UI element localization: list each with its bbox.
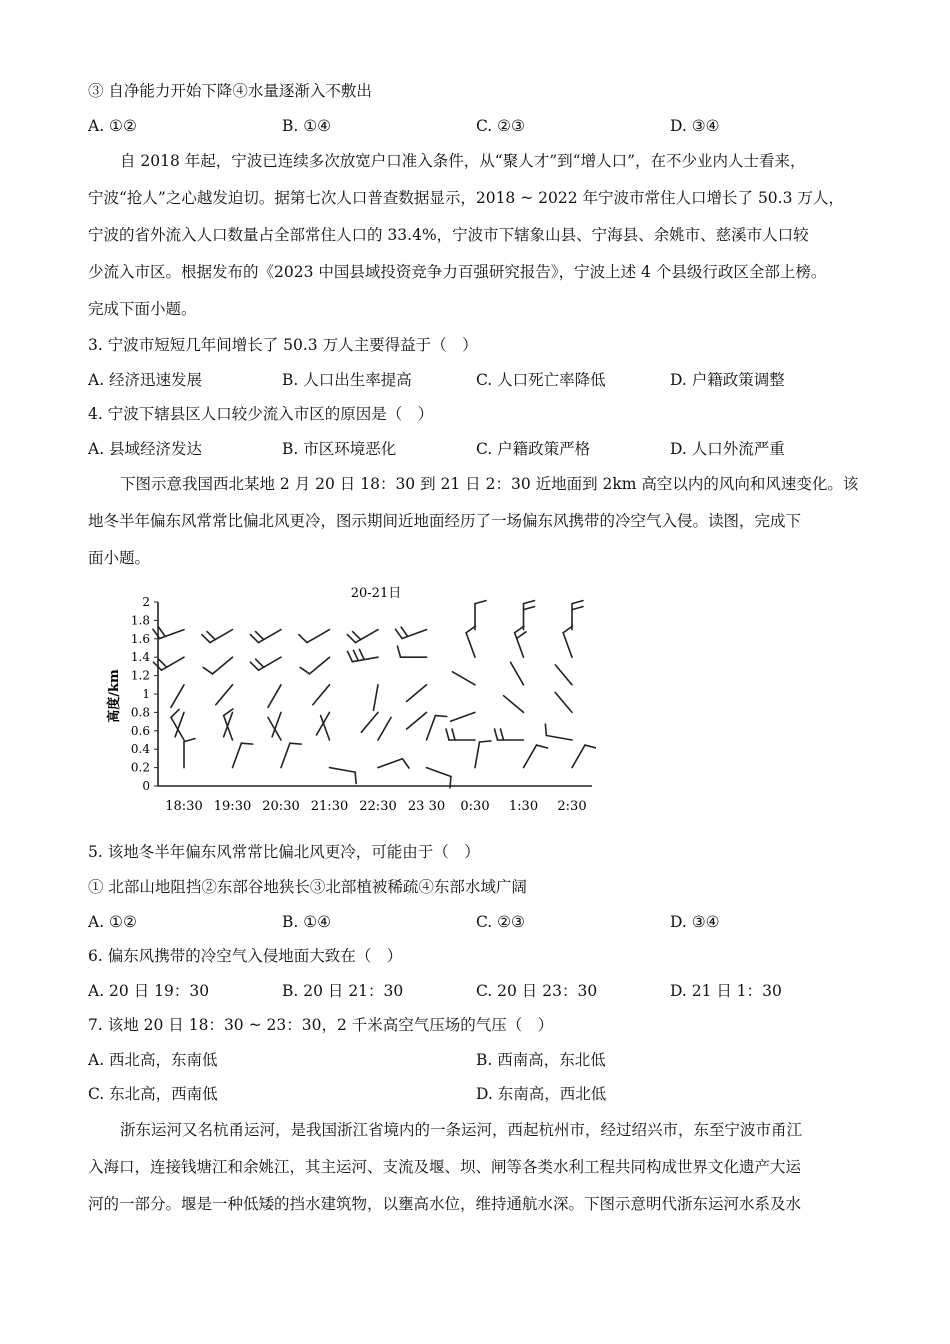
- wind-barb: [224, 712, 233, 736]
- wind-barb-feather: [446, 729, 449, 740]
- wind-barb: [233, 743, 253, 767]
- wind-barb-feather: [402, 759, 409, 768]
- passage-1-line-2: 宁波“抢人”之心越发迫切。据第七次人口普查数据显示，2018 ~ 2022 年宁波市常住人口增长了 50.3 万人，: [88, 189, 844, 207]
- wind-barb-shaft: [330, 768, 356, 773]
- x-tick-label: 20:30: [262, 799, 300, 814]
- wind-barb: [475, 741, 491, 768]
- wind-barb-shaft: [451, 712, 475, 721]
- y-tick-label: 0.2: [130, 760, 150, 775]
- passage-1-line-5: 完成下面小题。: [88, 300, 197, 318]
- wind-barb-feather: [515, 626, 524, 633]
- wind-barb-shaft: [268, 685, 281, 708]
- wind-barb: [555, 665, 572, 685]
- wind-barb-feather: [355, 772, 356, 783]
- wind-barb-shaft: [504, 696, 524, 713]
- wind-barb-shaft: [224, 716, 233, 740]
- wind-barb-shaft: [213, 657, 233, 674]
- wind-barb-feather: [203, 667, 212, 673]
- y-tick-label: 1.4: [130, 650, 150, 665]
- wind-barb-shaft: [524, 745, 537, 768]
- chart-ylabel: 高度/km: [107, 669, 122, 723]
- q5-option-d: D. ③④: [670, 913, 720, 931]
- wind-barb-shaft: [307, 630, 330, 643]
- wind-barb-shaft: [210, 630, 233, 643]
- wind-barb-feather: [401, 627, 408, 636]
- wind-barb-feather: [398, 646, 401, 657]
- wind-barb: [452, 672, 475, 685]
- wind-barb-feather: [250, 635, 258, 643]
- question-7: 7. 该地 20 日 18：30 ~ 23：30，2 千米高空气压场的气压（ ）: [88, 1016, 554, 1034]
- prev-option-b: B. ①④: [282, 117, 332, 135]
- wind-barb-shaft: [224, 712, 233, 736]
- wind-barb-feather: [256, 659, 264, 667]
- wind-barb-feather: [452, 729, 455, 740]
- wind-barb-shaft: [258, 630, 281, 643]
- wind-barb: [572, 745, 596, 768]
- chart-x-ticks: [165, 799, 586, 814]
- wind-barb-shaft: [281, 743, 290, 767]
- passage-2-line-3: 面小题。: [88, 549, 151, 567]
- q5-option-c: C. ②③: [476, 913, 525, 931]
- y-tick-label: 1: [142, 687, 150, 701]
- x-tick-label: 23 30: [407, 799, 446, 814]
- wind-barb-chart: [96, 578, 596, 818]
- prev-option-a: A. ①②: [88, 117, 137, 135]
- prev-question-options-label: ③ 自净能力开始下降④水量逐渐入不敷出: [88, 82, 372, 100]
- wind-barb-shaft: [546, 735, 572, 740]
- wind-barb: [361, 712, 378, 732]
- wind-barb: [378, 759, 409, 768]
- q6-option-c: C. 20 日 23：30: [476, 982, 598, 1000]
- q6-option-a: A. 20 日 19：30: [88, 982, 210, 1000]
- x-tick-label: 18:30: [165, 799, 203, 814]
- wind-barb: [495, 729, 524, 740]
- wind-barb-feather: [545, 724, 546, 735]
- wind-barb-shaft: [258, 657, 281, 670]
- wind-barb-feather: [563, 626, 572, 633]
- wind-barb-feather: [171, 709, 179, 717]
- wind-barb: [427, 768, 451, 788]
- x-tick-label: 1:30: [508, 799, 539, 814]
- wind-barb-shaft: [407, 685, 427, 702]
- wind-barb: [427, 716, 447, 740]
- wind-barb-shaft: [233, 743, 242, 767]
- q6-option-b: B. 20 日 21：30: [282, 982, 404, 1000]
- wind-barb-shaft: [378, 759, 402, 768]
- x-tick-label: 22:30: [359, 799, 397, 814]
- wind-barb: [347, 630, 378, 643]
- wind-barb-feather: [395, 629, 402, 638]
- wind-barb-shaft: [216, 685, 233, 705]
- wind-barb-shaft: [475, 742, 480, 768]
- wind-barb-feather: [241, 743, 252, 744]
- wind-barb-feather: [585, 745, 596, 748]
- wind-barb-feather: [207, 632, 215, 640]
- wind-barb: [184, 739, 195, 768]
- wind-barb: [466, 626, 475, 657]
- wind-barb: [268, 685, 281, 708]
- wind-barb-feather: [480, 741, 491, 742]
- wind-barb-shaft: [466, 633, 475, 657]
- wind-barb-shaft: [171, 685, 184, 708]
- wind-barb-shaft: [317, 712, 330, 735]
- wind-barb-shaft: [511, 662, 524, 685]
- wind-barb: [299, 630, 330, 643]
- passage-1-line-3: 宁波的省外流入人口数量占全部常住人口的 33.4%，宁波市下辖象山县、宁海县、余姚市、慈溪市人口较: [88, 226, 809, 244]
- wind-barb: [348, 649, 378, 661]
- wind-barb-feather: [250, 662, 258, 670]
- wind-barb-feather: [256, 632, 264, 640]
- q4-option-a: A. 县域经济发达: [88, 440, 203, 458]
- q3-option-b: B. 人口出生率提高: [282, 371, 412, 389]
- wind-barb: [572, 601, 583, 630]
- passage-2-line-2: 地冬半年偏东风常常比偏北风更冷，图示期间近地面经历了一场偏东风携带的冷空气入侵。读图，完成下: [88, 512, 802, 530]
- q7-option-c: C. 东北高，西南低: [88, 1085, 218, 1103]
- wind-barb-feather: [537, 745, 548, 748]
- wind-barb: [373, 685, 378, 711]
- chart-axes: [158, 602, 592, 786]
- y-tick-label: 0: [142, 779, 150, 793]
- wind-barb: [511, 662, 524, 685]
- wind-barb-feather: [348, 651, 353, 661]
- question-4: 4. 宁波下辖县区人口较少流入市区的原因是（ ）: [88, 405, 434, 423]
- wind-barb: [171, 709, 184, 740]
- question-3: 3. 宁波市短短几年间增长了 50.3 万人主要得益于（ ）: [88, 336, 478, 354]
- wind-barb-feather: [202, 635, 210, 643]
- wind-barb: [330, 768, 357, 784]
- wind-barb: [515, 626, 526, 657]
- wind-barb-shaft: [310, 657, 330, 674]
- x-tick-label: 2:30: [557, 799, 587, 814]
- wind-barb-shaft: [313, 685, 330, 705]
- q3-option-c: C. 人口死亡率降低: [476, 371, 606, 389]
- wind-barb-feather: [501, 729, 504, 740]
- wind-barb-feather: [353, 650, 358, 660]
- x-tick-label: 0:30: [460, 799, 490, 814]
- wind-barb: [250, 630, 281, 643]
- y-tick-label: 1.8: [130, 613, 150, 628]
- wind-barb-feather: [572, 607, 583, 610]
- passage-3-line-2: 入海口，连接钱塘江和余姚江，其主运河、支流及堰、坝、闸等各类水利工程共同构成世界文化遗产大运: [88, 1158, 802, 1176]
- wind-barb: [300, 657, 329, 674]
- wind-barb: [250, 657, 281, 670]
- x-tick-label: 21:30: [310, 799, 349, 814]
- wind-barb-feather: [184, 739, 195, 742]
- wind-barb-feather: [159, 627, 166, 636]
- wind-barb: [395, 627, 426, 638]
- wind-barb: [563, 626, 572, 657]
- wind-barb-feather: [435, 716, 446, 717]
- wind-barb: [524, 601, 535, 630]
- y-tick-label: 0.8: [130, 705, 150, 720]
- wind-barb: [216, 685, 233, 705]
- wind-barb-feather: [517, 632, 526, 639]
- y-tick-label: 1.2: [130, 668, 150, 683]
- passage-1-line-1: 自 2018 年起，宁波已连续多次放宽户口准入条件，从“聚人才”到“增人口”，在不少业内人士看来，: [120, 152, 806, 170]
- y-tick-label: 1.6: [130, 631, 150, 646]
- wind-barb: [203, 657, 232, 674]
- wind-barb-shaft: [427, 716, 436, 740]
- wind-barb: [451, 712, 475, 721]
- wind-barb: [475, 601, 486, 630]
- wind-barb: [555, 692, 572, 712]
- wind-barb: [317, 712, 330, 735]
- wind-barb-feather: [347, 635, 355, 643]
- wind-barb: [407, 685, 427, 702]
- wind-barb-feather: [300, 667, 309, 673]
- wind-barb-feather: [495, 729, 498, 740]
- wind-barb: [281, 743, 301, 767]
- y-tick-label: 2: [142, 595, 150, 609]
- q5-statements: ① 北部山地阻挡②东部谷地狭长③北部植被稀疏④东部水域广阔: [88, 878, 527, 896]
- wind-barb: [313, 685, 330, 705]
- wind-barb-feather: [524, 601, 535, 604]
- wind-barb-shaft: [452, 672, 475, 685]
- prev-option-c: C. ②③: [476, 117, 525, 135]
- wind-barb-shaft: [373, 685, 378, 711]
- wind-barb-shaft: [563, 633, 572, 657]
- wind-barb-feather: [466, 626, 475, 633]
- prev-option-d: D. ③④: [670, 117, 720, 135]
- wind-barb-shaft: [161, 657, 184, 670]
- q7-option-d: D. 东南高，西北低: [476, 1085, 607, 1103]
- wind-barb: [202, 630, 233, 643]
- q7-option-a: A. 西北高，东南低: [88, 1051, 218, 1069]
- chart-y-ticks: [131, 595, 158, 793]
- passage-3-line-1: 浙东运河又名杭甬运河，是我国浙江省境内的一条运河，西起杭州市，经过绍兴市，东至宁波市甬江: [120, 1121, 803, 1139]
- wind-barb-shaft: [355, 630, 378, 643]
- wind-barb-feather: [524, 607, 535, 610]
- question-6: 6. 偏东风携带的冷空气入侵地面大致在（ ）: [88, 947, 403, 965]
- wind-barb-shaft: [378, 717, 391, 740]
- wind-barb-feather: [359, 649, 364, 659]
- wind-barb-feather: [572, 601, 583, 604]
- wind-barb: [504, 696, 524, 713]
- q3-option-d: D. 户籍政策调整: [670, 371, 785, 389]
- q3-option-a: A. 经济迅速发展: [88, 371, 203, 389]
- wind-barb-feather: [450, 776, 451, 787]
- q5-option-b: B. ①④: [282, 913, 332, 931]
- wind-barb-feather: [290, 743, 301, 744]
- wind-barb: [446, 729, 475, 740]
- chart-wind-barbs: [153, 601, 596, 788]
- wind-barb: [398, 646, 427, 657]
- y-tick-label: 0.6: [130, 723, 150, 738]
- y-tick-label: 0.4: [130, 742, 150, 757]
- passage-2-line-1: 下图示意我国西北某地 2 月 20 日 18：30 到 21 日 2：30 近地面到 2km 高空以内的风向和风速变化。该: [120, 475, 859, 493]
- q4-option-b: B. 市区环境恶化: [282, 440, 397, 458]
- wind-barb-feather: [475, 601, 486, 604]
- wind-barb: [378, 717, 391, 740]
- question-5: 5. 该地冬半年偏东风常常比偏北风更冷，可能由于（ ）: [88, 843, 480, 861]
- q4-option-c: C. 户籍政策严格: [476, 440, 591, 458]
- q4-option-d: D. 人口外流严重: [670, 440, 785, 458]
- wind-barb-shaft: [572, 745, 585, 768]
- chart-title: 20-21日: [350, 586, 402, 601]
- q7-option-b: B. 西南高，东北低: [476, 1051, 606, 1069]
- passage-1-line-4: 少流入市区。根据发布的《2023 中国县域投资竞争力百强研究报告》，宁波上述 4 个县级行政区全部上榜。: [88, 263, 827, 281]
- wind-barb: [524, 745, 548, 768]
- wind-barb-shaft: [555, 692, 572, 712]
- wind-barb-feather: [299, 635, 307, 643]
- q5-option-a: A. ①②: [88, 913, 137, 931]
- wind-barb-feather: [353, 632, 361, 640]
- wind-barb-shaft: [361, 712, 378, 732]
- wind-barb-shaft: [407, 712, 427, 729]
- wind-barb: [171, 685, 184, 708]
- wind-barb: [545, 724, 572, 740]
- x-tick-label: 19:30: [213, 799, 252, 814]
- q6-option-d: D. 21 日 1：30: [670, 982, 782, 1000]
- wind-barb: [407, 712, 427, 729]
- wind-barb-shaft: [427, 768, 451, 777]
- wind-barb-feather: [159, 659, 167, 667]
- passage-3-line-3: 河的一部分。堰是一种低矮的挡水建筑物，以壅高水位，维持通航水深。下图示意明代浙东运河水系及水: [88, 1195, 802, 1213]
- wind-barb-shaft: [555, 665, 572, 685]
